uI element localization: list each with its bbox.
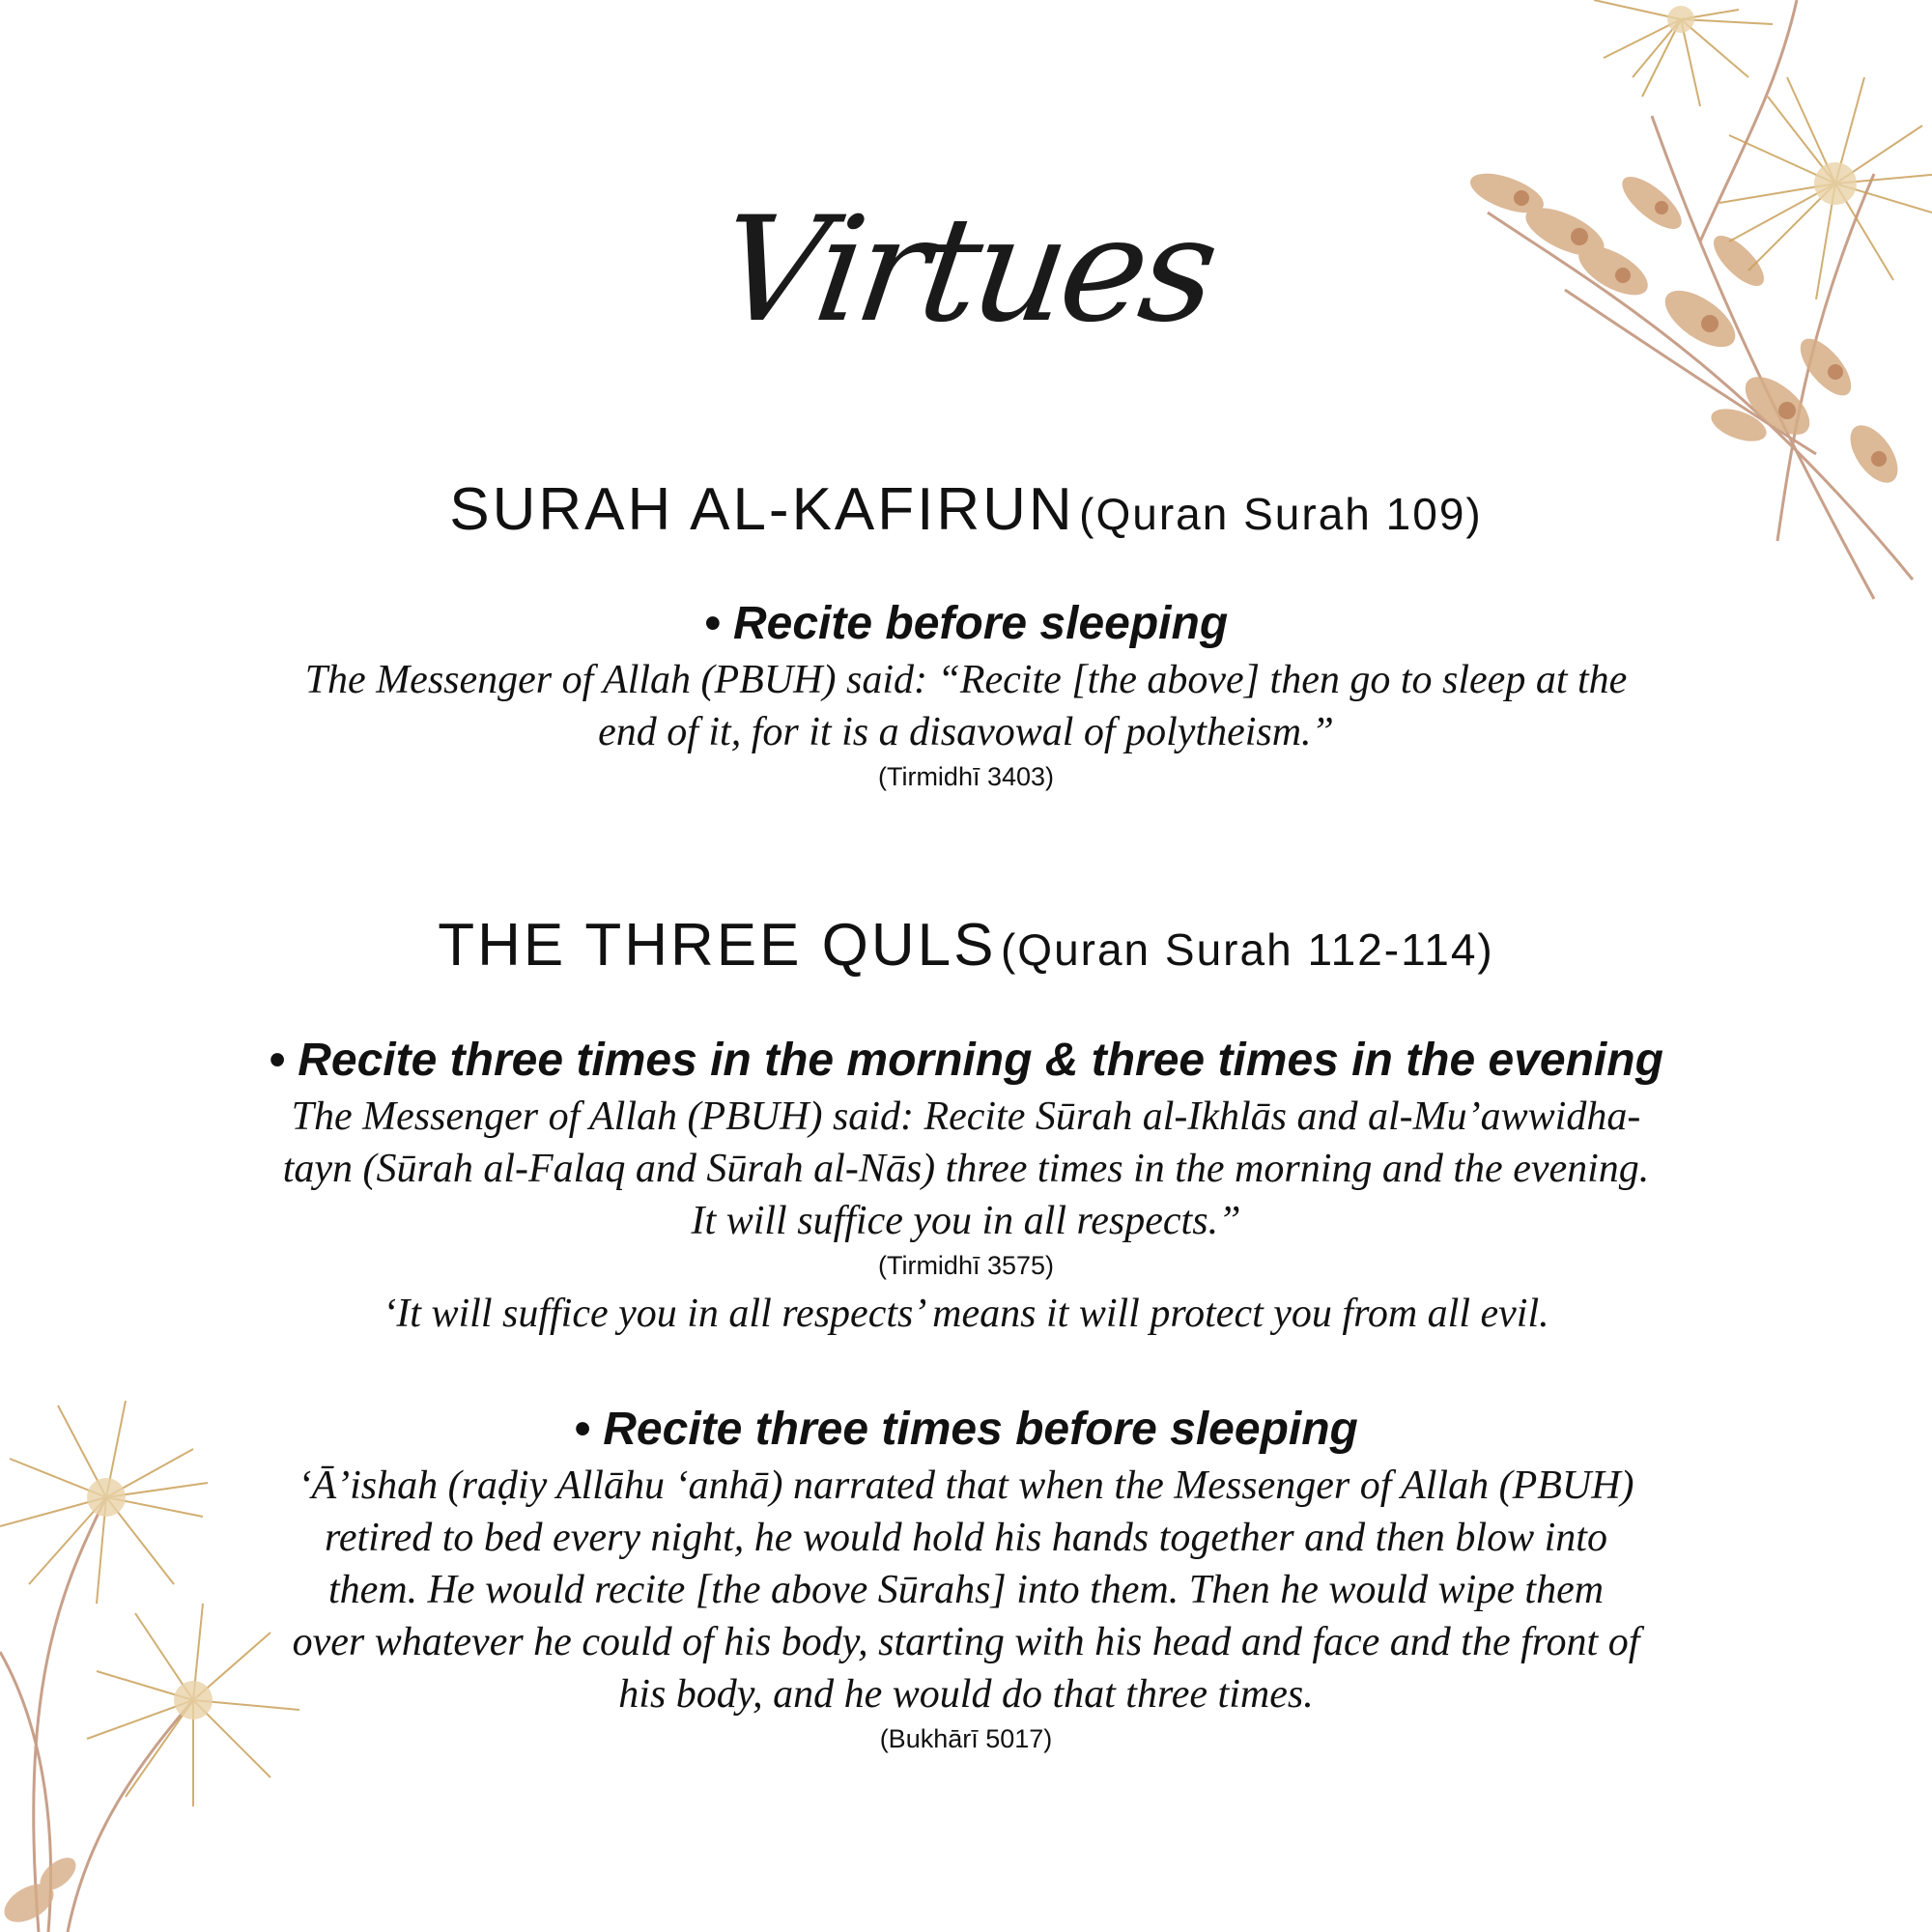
quote-line: them. He would recite [the above Sūrahs] into them. Then he would wipe them <box>327 1567 1605 1612</box>
explanation-note: ‘It will suffice you in all respects’ means it will protect you from all evil. <box>383 1291 1549 1336</box>
quote-line: his body, and he would do that three times. <box>618 1671 1314 1717</box>
quote-line: tayn (Sūrah al-Falaq and Sūrah al-Nās) three times in the morning and the evening. <box>282 1146 1650 1191</box>
quote-line: It will suffice you in all respects.” <box>691 1198 1241 1243</box>
hadith-citation: (Tirmidhī 3403) <box>877 761 1055 791</box>
quote-line: The Messenger of Allah (PBUH) said: Recite Sūrah al-Ikhlās and al-Mu’awwidha- <box>291 1094 1641 1139</box>
section-heading-three-quls <box>193 911 1739 980</box>
section-subtitle: (Quran Surah 109) <box>1079 489 1483 539</box>
virtue-item <box>193 599 1739 793</box>
hadith-citation: (Bukhārī 5017) <box>879 1723 1053 1753</box>
virtue-item <box>193 1036 1739 1340</box>
quote-line: over whatever he could of his body, starting with his head and face and the front of <box>292 1619 1640 1664</box>
virtue-bullet: • Recite before sleeping <box>703 598 1229 649</box>
quote-line: retired to bed every night, he would hold his hands together and then blow into <box>325 1515 1607 1560</box>
section-subtitle: (Quran Surah 112-114) <box>1000 924 1494 975</box>
section-title: SURAH AL-KAFIRUN <box>449 476 1075 543</box>
hadith-citation: (Tirmidhī 3575) <box>877 1250 1055 1280</box>
quote-line: The Messenger of Allah (PBUH) said: “Recite [the above] then go to sleep at the <box>304 657 1628 702</box>
quote-line: ‘Ā’ishah (raḍiy Allāhu ‘anhā) narrated that when the Messenger of Allah (PBUH) <box>298 1463 1634 1508</box>
section-title: THE THREE QULS <box>438 912 997 979</box>
page-title: Virtues <box>709 186 1223 355</box>
hadith-quote <box>193 1091 1739 1247</box>
virtue-item <box>193 1405 1739 1755</box>
virtue-bullet: • Recite three times in the morning & three times in the evening <box>269 1035 1663 1086</box>
virtue-bullet: • Recite three times before sleeping <box>574 1404 1358 1455</box>
quote-line: end of it, for it is a disavowal of polytheism.” <box>598 709 1334 754</box>
section-heading-kafirun <box>193 475 1739 544</box>
hadith-quote <box>193 654 1739 758</box>
hadith-quote <box>193 1460 1739 1720</box>
